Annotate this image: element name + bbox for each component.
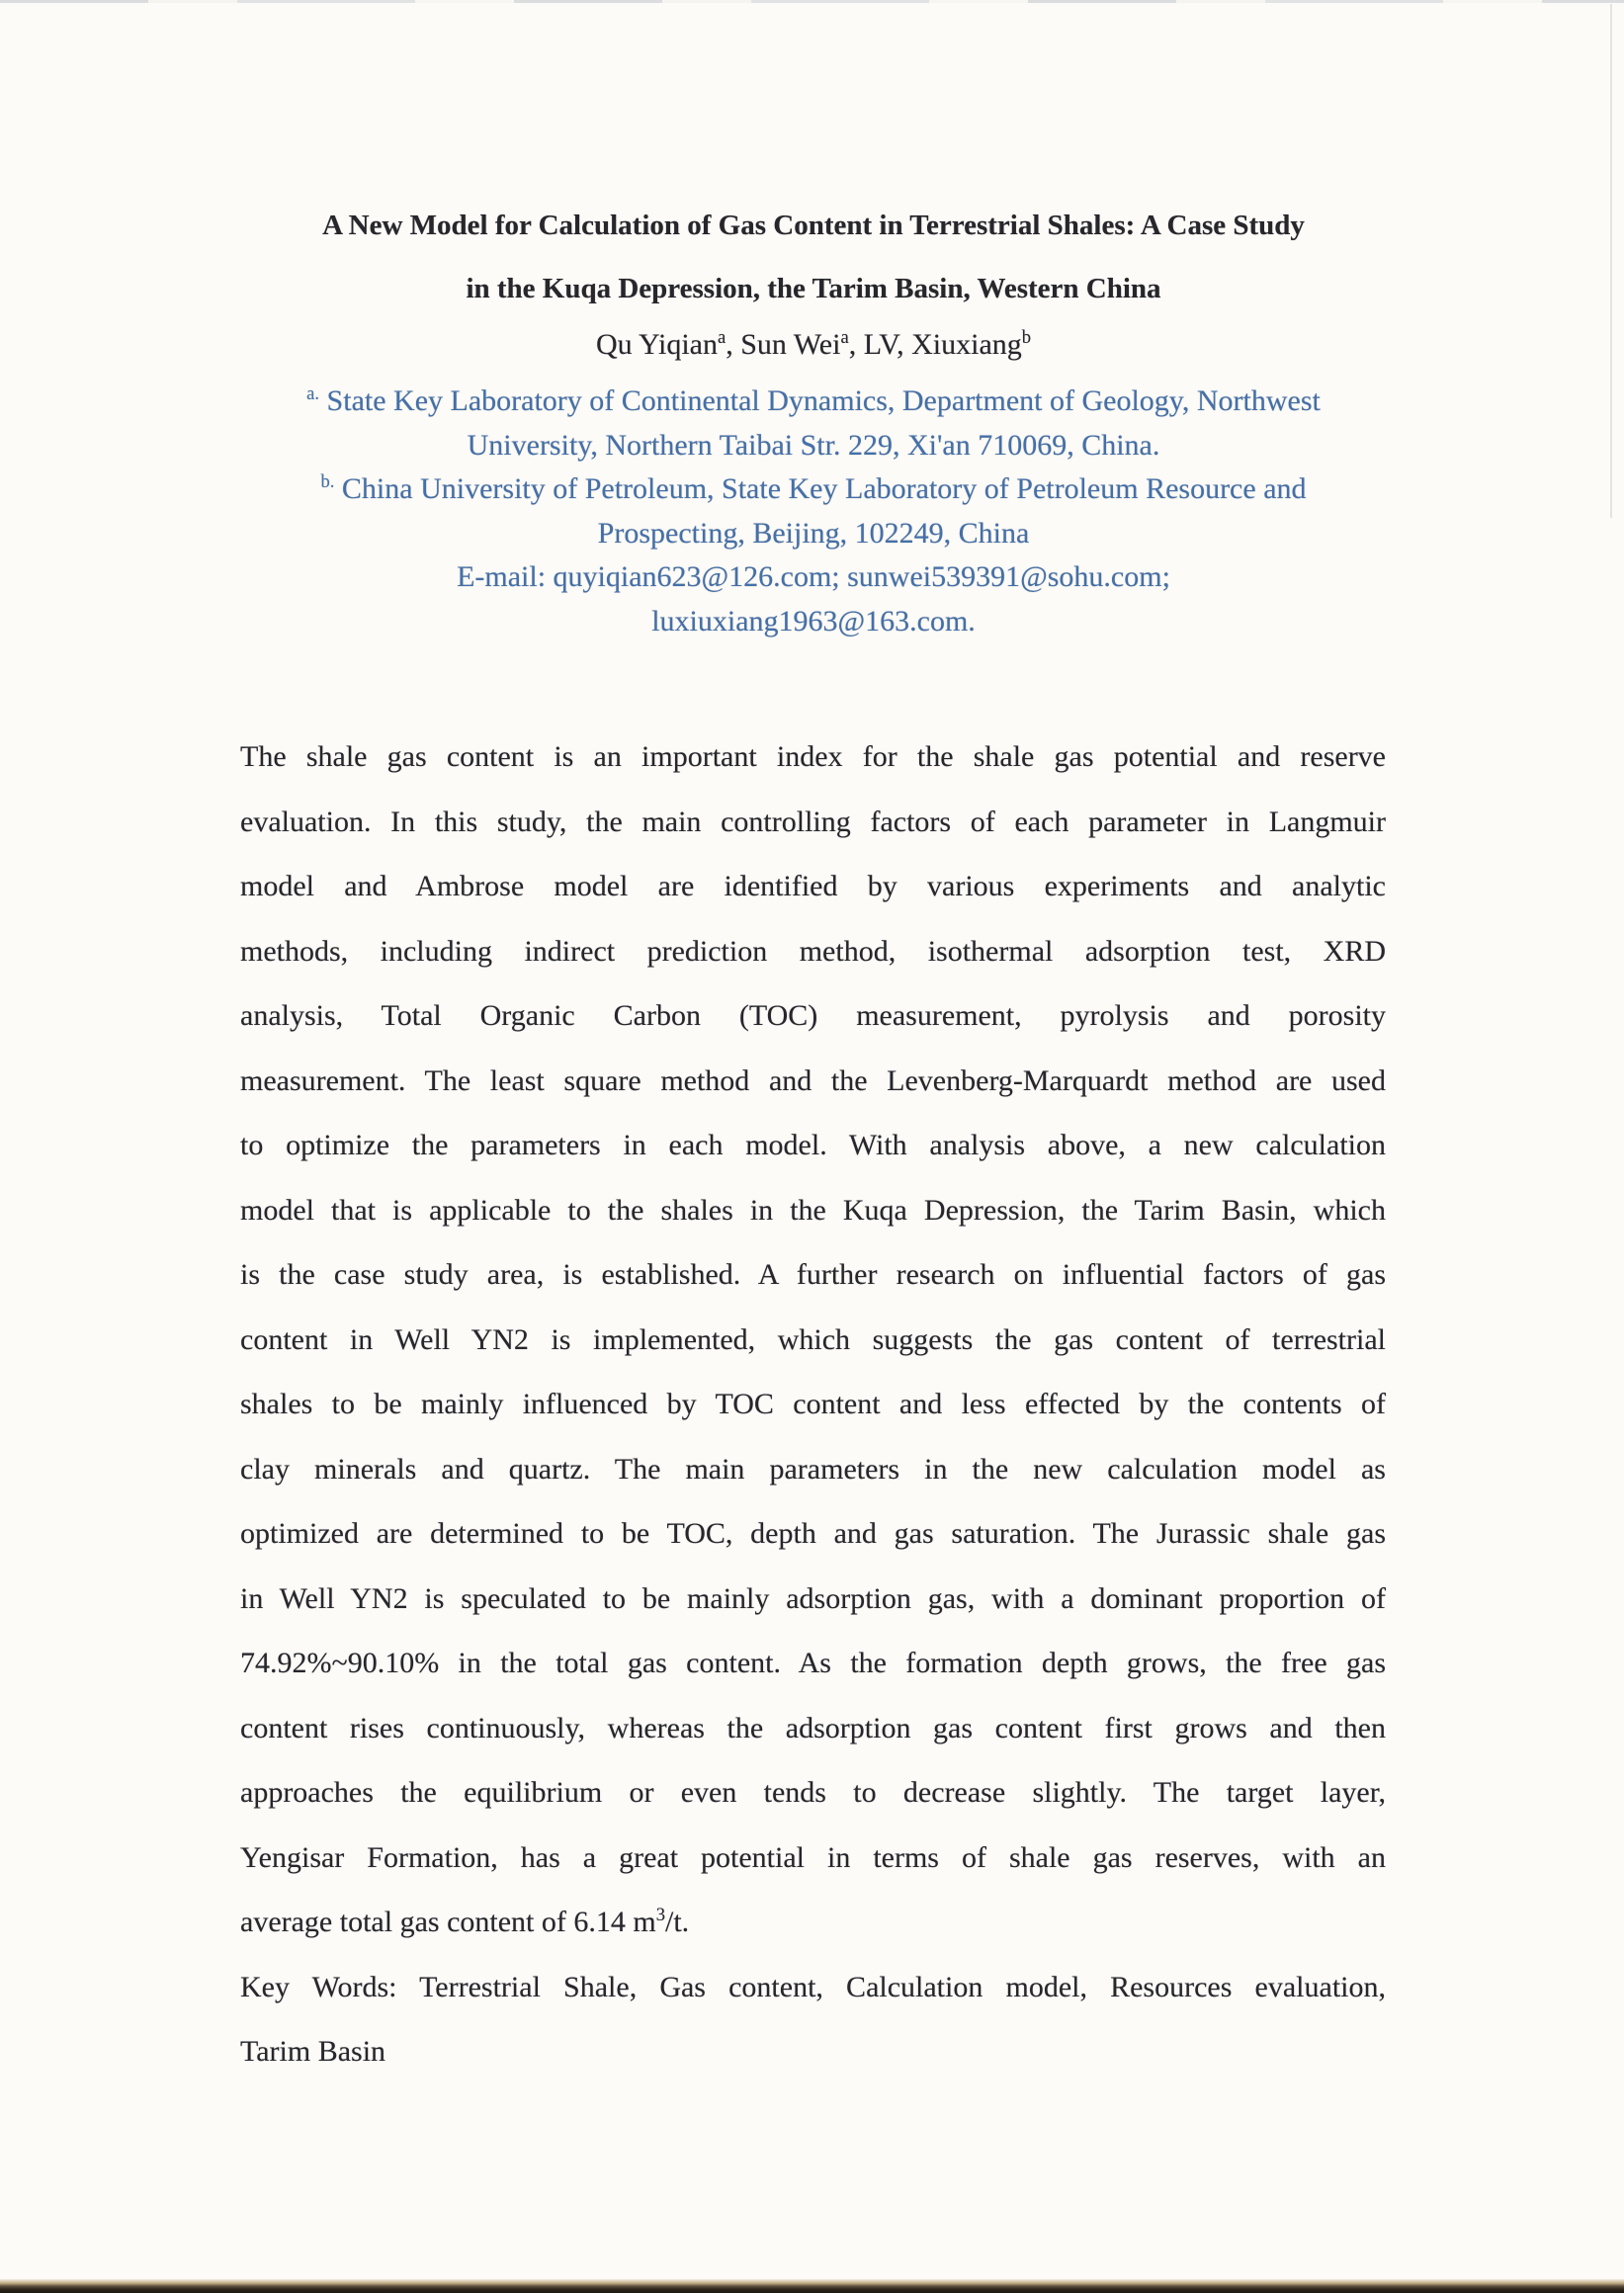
author-2: , Sun Wei [726, 328, 841, 361]
abstract-line: approaches the equilibrium or even tends to decrease slightly. The target layer, [240, 1776, 1386, 1809]
affiliation-b-text-1: China University of Petroleum, State Key Laboratory of Petroleum Resource and [334, 472, 1307, 505]
author-3: , LV, Xiuxiang [848, 328, 1022, 361]
abstract-line: to optimize the parameters in each model. With analysis above, a new calculation [240, 1129, 1386, 1161]
keywords-line-2: Tarim Basin [240, 2035, 386, 2068]
abstract-line: 74.92%~90.10% in the total gas content. As the formation depth grows, the free gas [240, 1647, 1386, 1679]
abstract-final-line [240, 1890, 1386, 1955]
affiliation-b-line-2: Prospecting, Beijing, 102249, China [597, 516, 1030, 550]
abstract [240, 724, 1386, 2084]
abstract-line: Yengisar Formation, has a great potential in terms of shale gas reserves, with an [240, 1840, 1386, 1874]
abstract-line: evaluation. In this study, the main controlling factors of each parameter in Langmuir [240, 805, 1386, 838]
abstract-line: optimized are determined to be TOC, depth and gas saturation. The Jurassic shale gas [240, 1517, 1386, 1550]
abstract-line: is the case study area, is established. A further research on influential factors of gas [240, 1258, 1386, 1291]
title-line-2: in the Kuqa Depression, the Tarim Basin, Western China [466, 273, 1161, 304]
email-line-1: E-mail: quyiqian623@126.com; sunwei539391@sohu.com; [457, 560, 1170, 593]
author-3-affiliation-mark: b [1021, 327, 1032, 348]
email-line-2: luxiuxiang1963@163.com. [651, 604, 976, 637]
top-scan-edge [0, 0, 1624, 3]
abstract-line: model that is applicable to the shales in the Kuqa Depression, the Tarim Basin, which [240, 1193, 1386, 1227]
abstract-line: The shale gas content is an important index for the shale gas potential and reserve [240, 740, 1386, 773]
abstract-line: content rises continuously, whereas the adsorption gas content first grows and then [240, 1711, 1386, 1744]
abstract-line: measurement. The least square method and the Levenberg-Marquardt method are used [240, 1063, 1386, 1097]
cubic-meter-superscript: 3 [655, 1905, 665, 1925]
abstract-line: analysis, Total Organic Carbon (TOC) measurement, pyrolysis and porosity [240, 999, 1386, 1032]
affiliation-b-line-1 [240, 467, 1387, 512]
affiliations-and-emails [240, 380, 1387, 643]
affiliation-a-mark: a. [306, 383, 320, 404]
author-1: Qu Yiqian [595, 328, 718, 361]
author-1-affiliation-mark: a [717, 327, 727, 348]
affiliation-b-mark: b. [320, 471, 335, 492]
keywords-line-1: Key Words: Terrestrial Shale, Gas content, Calculation model, Resources evaluation, [240, 1970, 1386, 2003]
paper-title [240, 194, 1387, 320]
authors-line [240, 322, 1387, 368]
affiliation-a-line-2: University, Northern Taibai Str. 229, Xi'an 710069, China. [467, 428, 1160, 462]
abstract-line: model and Ambrose model are identified by various experiments and analytic [240, 870, 1386, 902]
author-2-affiliation-mark: a [840, 327, 849, 348]
bottom-scan-edge [0, 2279, 1624, 2293]
abstract-line: clay minerals and quartz. The main parameters in the new calculation model as [240, 1452, 1386, 1486]
abstract-final-text: average total gas content of 6.14 m [240, 1906, 656, 1938]
abstract-line: methods, including indirect prediction method, isothermal adsorption test, XRD [240, 934, 1386, 968]
abstract-line: content in Well YN2 is implemented, which suggests the gas content of terrestrial [240, 1322, 1386, 1356]
abstract-line: in Well YN2 is speculated to be mainly adsorption gas, with a dominant proportion of [240, 1581, 1386, 1615]
abstract-line: shales to be mainly influenced by TOC content and less effected by the contents of [240, 1388, 1386, 1420]
affiliation-a-line-1 [240, 380, 1387, 424]
right-scan-edge [1610, 4, 1612, 518]
affiliation-a-text-1: State Key Laboratory of Continental Dynamics, Department of Geology, Northwest [319, 384, 1321, 417]
title-line-1: A New Model for Calculation of Gas Content in Terrestrial Shales: A Case Study [322, 210, 1305, 241]
abstract-final-unit: /t. [665, 1906, 690, 1938]
